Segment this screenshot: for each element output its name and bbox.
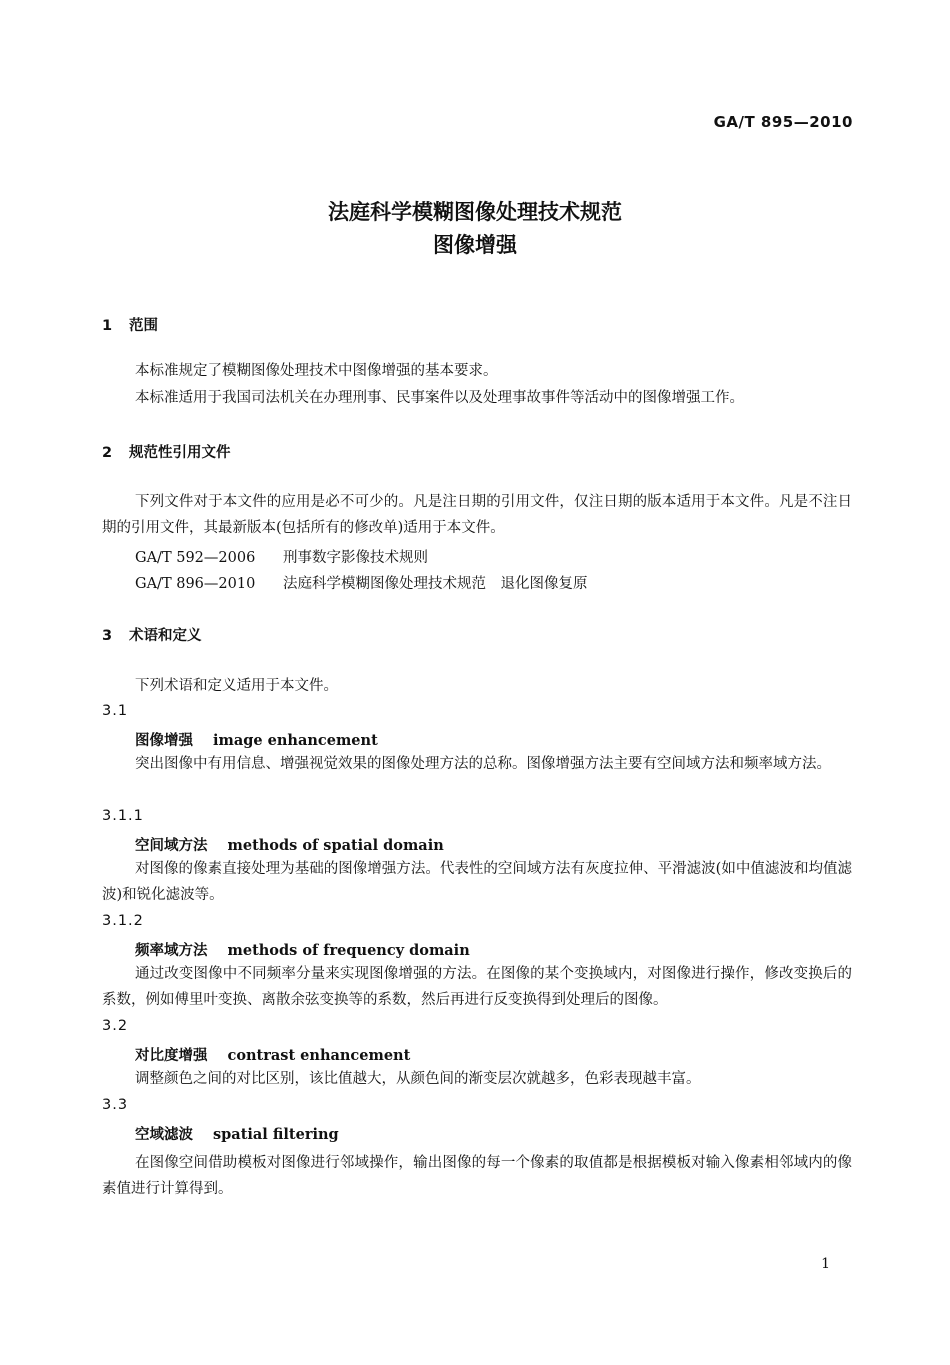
term-definition: 通过改变图像中不同频率分量来实现图像增强的方法。在图像的某个变换域内，对图像进行操作，修改变换后的系数，例如傅里叶变换、离散余弦变换等的系数，然后再进行反变换得到处理后的图像。: [102, 966, 852, 1008]
term-entry: [135, 1044, 410, 1065]
term-english: contrast enhancement: [227, 1047, 411, 1064]
clause-number: 3.1.1: [102, 808, 144, 824]
term-definition: 对图像的像素直接处理为基础的图像增强方法。代表性的空间域方法有灰度拉伸、平滑滤波(如中值滤波和均值滤波)和锐化滤波等。: [102, 861, 852, 903]
term-entry: [135, 1123, 339, 1144]
reference-title: 刑事数字影像技术规则: [283, 550, 428, 566]
paragraph: 本标准适用于我国司法机关在办理刑事、民事案件以及处理事故事件等活动中的图像增强工作。: [135, 390, 744, 406]
document-title: 法庭科学模糊图像处理技术规范: [328, 200, 622, 224]
section-title: 范围: [129, 318, 158, 334]
paragraph: 本标准规定了模糊图像处理技术中图像增强的基本要求。: [135, 363, 498, 379]
clause-number: 3.3: [102, 1097, 129, 1113]
paragraph: 下列术语和定义适用于本文件。: [135, 678, 338, 694]
normative-reference: [135, 572, 588, 593]
term-chinese: 对比度增强: [135, 1048, 208, 1064]
section-heading: [102, 441, 231, 462]
term-english: methods of frequency domain: [227, 942, 470, 959]
reference-code: GA/T 896—2010: [135, 576, 256, 592]
section-number: 1: [102, 318, 113, 334]
section-number: 3: [102, 628, 113, 644]
document-subtitle: 图像增强: [433, 233, 517, 257]
term-chinese: 空间域方法: [135, 838, 208, 854]
clause-number: 3.2: [102, 1018, 129, 1034]
section-title: 术语和定义: [129, 628, 202, 644]
reference-title: 法庭科学模糊图像处理技术规范 退化图像复原: [283, 576, 588, 592]
term-definition: 突出图像中有用信息、增强视觉效果的图像处理方法的总称。图像增强方法主要有空间域方法和频率域方法。: [135, 756, 831, 772]
section-heading: [102, 314, 158, 335]
term-english: methods of spatial domain: [227, 837, 444, 854]
standard-number: GA/T 895—2010: [713, 113, 853, 131]
term-english: spatial filtering: [213, 1126, 339, 1143]
term-chinese: 频率域方法: [135, 943, 208, 959]
term-definition: 调整颜色之间的对比区别，该比值越大，从颜色间的渐变层次就越多，色彩表现越丰富。: [135, 1071, 701, 1087]
section-number: 2: [102, 445, 113, 461]
section-heading: [102, 624, 202, 645]
page-number: 1: [821, 1256, 830, 1272]
term-entry: [135, 729, 378, 750]
reference-code: GA/T 592—2006: [135, 550, 256, 566]
section-title: 规范性引用文件: [129, 445, 231, 461]
term-entry: [135, 939, 470, 960]
term-english: image enhancement: [213, 732, 378, 749]
term-entry: [135, 834, 444, 855]
term-chinese: 空域滤波: [135, 1127, 193, 1143]
clause-number: 3.1.2: [102, 913, 144, 929]
normative-reference: [135, 546, 428, 567]
clause-number: 3.1: [102, 703, 129, 719]
term-chinese: 图像增强: [135, 733, 193, 749]
paragraph: 下列文件对于本文件的应用是必不可少的。凡是注日期的引用文件，仅注日期的版本适用于本文件。凡是不注日期的引用文件，其最新版本(包括所有的修改单)适用于本文件。: [102, 494, 852, 536]
term-definition: 在图像空间借助模板对图像进行邻域操作，输出图像的每一个像素的取值都是根据模板对输入像素相邻域内的像素值进行计算得到。: [102, 1155, 852, 1197]
